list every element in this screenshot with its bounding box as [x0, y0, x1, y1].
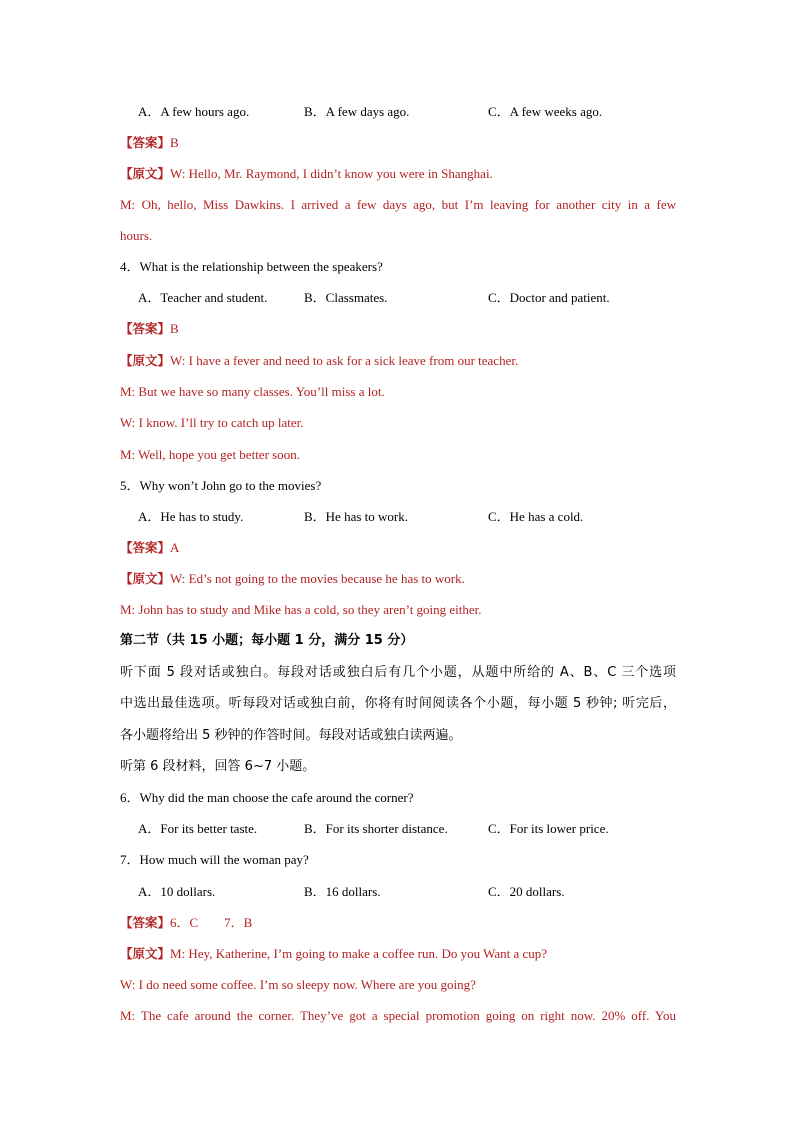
answer-tag: 【答案】 [120, 915, 171, 930]
q4-transcript-line: M: Well, hope you get better soon. [120, 447, 300, 462]
source-tag: 【原文】 [120, 571, 171, 586]
q4-transcript-line: W: I know. I’ll try to catch up later. [120, 415, 304, 430]
q6-option-c: C．For its lower price. [488, 821, 609, 836]
q4-option-a: A．Teacher and student. [138, 290, 268, 305]
q4-transcript-line [120, 352, 676, 370]
answer-value: 6．C 7．B [170, 915, 253, 930]
source-tag: 【原文】 [120, 353, 171, 368]
q7-option-a: A．10 dollars. [138, 884, 216, 899]
q7-transcript-line: W: I do need some coffee. I’m so sleepy now. Where are you going? [120, 977, 476, 992]
q3-option-a: A．A few hours ago. [138, 104, 250, 119]
answer-value: B [170, 135, 179, 150]
q7-question: 7．How much will the woman pay? [120, 852, 309, 867]
transcript-text: W: Ed’s not going to the movies because he has to work. [170, 571, 465, 586]
section-heading: 第二节（共 15 小题；每小题 1 分，满分 15 分） [120, 633, 414, 648]
q7-transcript-line: M: The cafe around the corner. They’ve got a special promotion going on right now. 20% off. You [120, 1008, 676, 1023]
q5-transcript-line: M: John has to study and Mike has a cold, so they aren’t going either. [120, 602, 482, 617]
section-instructions-line: 中选出最佳选项。听每段对话或独白前，你将有时间阅读各个小题，每小题 5 秒钟; 听完后， [120, 696, 676, 711]
q7-transcript-line [120, 945, 676, 963]
transcript-text: W: I have a fever and need to ask for a sick leave from our teacher. [170, 353, 519, 368]
answer-tag: 【答案】 [120, 135, 171, 150]
answer-value: B [170, 321, 179, 336]
source-tag: 【原文】 [120, 166, 171, 181]
q3-answer [120, 134, 676, 152]
q3-transcript-line: hours. [120, 228, 153, 243]
q6-option-a: A．For its better taste. [138, 821, 258, 836]
q3-transcript-line: M: Oh, hello, Miss Dawkins. I arrived a few days ago, but I’m leaving for another city in a few [120, 197, 676, 212]
transcript-text: M: Hey, Katherine, I’m going to make a coffee run. Do you Want a cup? [170, 946, 548, 961]
q7-option-c: C．20 dollars. [488, 884, 565, 899]
q4-transcript-line: M: But we have so many classes. You’ll miss a lot. [120, 384, 385, 399]
q5-answer [120, 539, 676, 557]
q6-q7-answer [120, 914, 676, 932]
answer-tag: 【答案】 [120, 321, 171, 336]
q5-question: 5．Why won’t John go to the movies? [120, 478, 322, 493]
transcript-text: W: Hello, Mr. Raymond, I didn’t know you were in Shanghai. [170, 166, 493, 181]
q4-option-c: C．Doctor and patient. [488, 290, 610, 305]
q7-option-b: B．16 dollars. [304, 884, 381, 899]
q5-option-a: A．He has to study. [138, 509, 244, 524]
q6-question: 6．Why did the man choose the cafe around the corner? [120, 790, 414, 805]
q5-option-c: C．He has a cold. [488, 509, 584, 524]
answer-tag: 【答案】 [120, 540, 171, 555]
answer-value: A [170, 540, 180, 555]
q4-answer [120, 320, 676, 338]
section-instructions-line: 听下面 5 段对话或独白。每段对话或独白后有几个小题，从题中所给的 A、B、C 三个选项 [120, 665, 676, 680]
section-instructions-line: 各小题将给出 5 秒钟的作答时间。每段对话或独白读两遍。 [120, 728, 462, 743]
q3-option-b: B．A few days ago. [304, 104, 410, 119]
q4-option-b: B．Classmates. [304, 290, 388, 305]
q5-transcript-line [120, 570, 676, 588]
source-tag: 【原文】 [120, 946, 171, 961]
material-note: 听第 6 段材料，回答 6~7 小题。 [120, 759, 316, 774]
q3-transcript-line [120, 165, 676, 183]
q4-question: 4．What is the relationship between the speakers? [120, 259, 383, 274]
q5-option-b: B．He has to work. [304, 509, 408, 524]
q3-option-c: C．A few weeks ago. [488, 104, 603, 119]
q6-option-b: B．For its shorter distance. [304, 821, 448, 836]
